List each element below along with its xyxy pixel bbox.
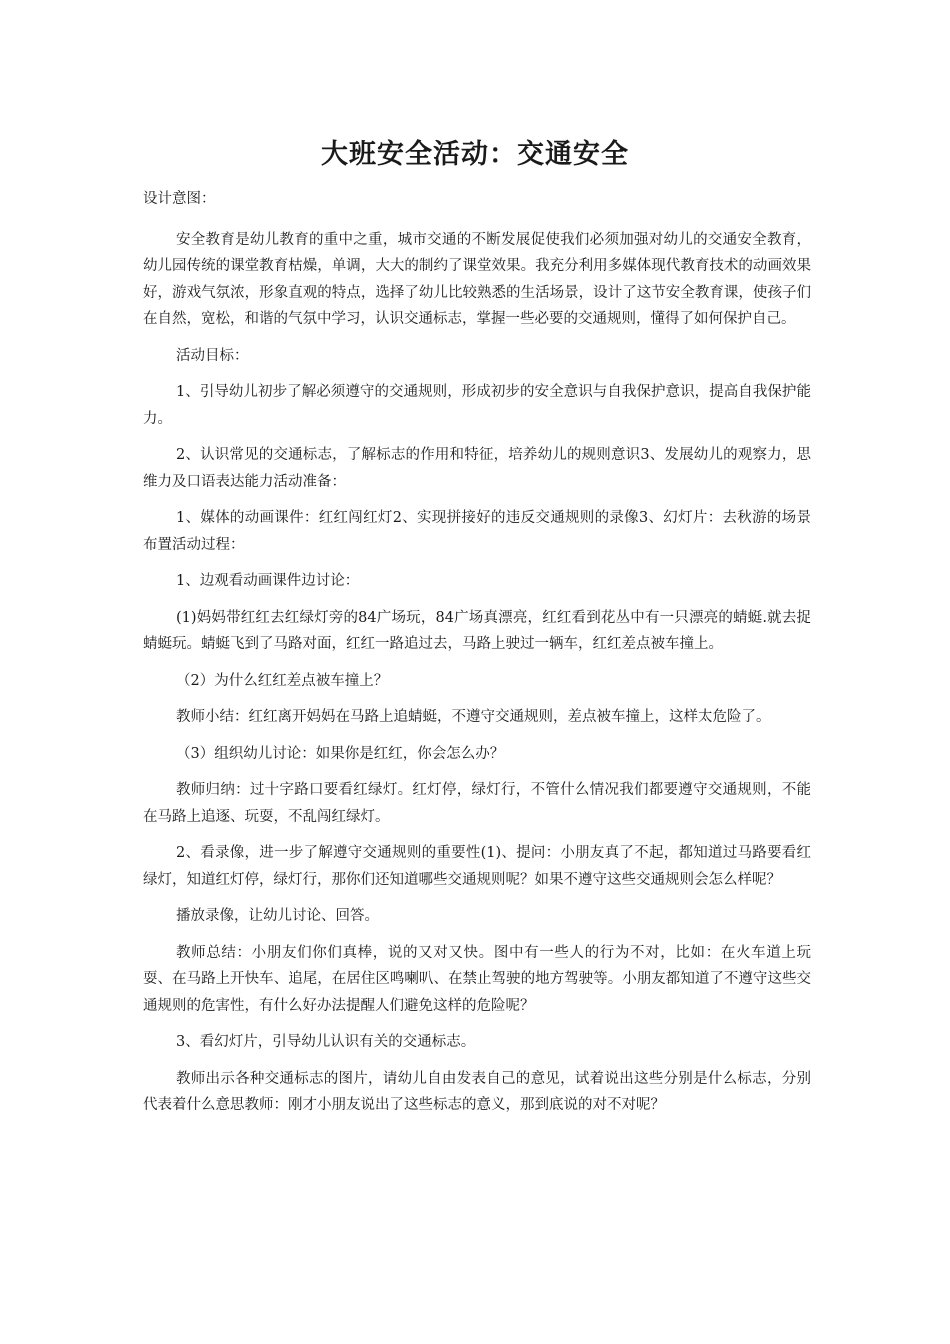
paragraph: 1、边观看动画课件边讨论： [176, 573, 360, 589]
paragraph: 1、媒体的动画课件：红红闯红灯2、实现拼接好的违反交通规则的录像3、幻灯片：去秋游的场景布置活动过程： [143, 510, 811, 553]
paragraph: 播放录像，让幼儿讨论、回答。 [176, 908, 379, 924]
paragraph: （2）为什么红红差点被车撞上？ [176, 672, 389, 689]
paragraph: 2、认识常见的交通标志，了解标志的作用和特征，培养幼儿的规则意识3、发展幼儿的观察力，思维力及口语表达能力活动准备： [143, 447, 811, 490]
paragraph-design-intent-heading: 设计意图： [143, 191, 216, 207]
document-title: 大班安全活动：交通安全 [321, 139, 629, 170]
document-body [143, 186, 811, 1129]
paragraph: 教师小结：红红离开妈妈在马路上追蜻蜓，不遵守交通规则，差点被车撞上，这样太危险了。 [176, 709, 771, 725]
paragraph: （3）组织幼儿讨论：如果你是红红，你会怎么办？ [176, 745, 505, 762]
paragraph: 安全教育是幼儿教育的重中之重，城市交通的不断发展促使我们必须加强对幼儿的交通安全教育，幼儿园传统的课堂教育枯燥，单调，大大的制约了课堂效果。我充分利用多媒体现代教育技术的动画效果好，游戏气氛浓，形象直观的特点，选择了幼儿比较熟悉的生活场景，设计了这节安全教育课，使孩子们在自然，宽松，和谐的气氛中学习，认识交通标志，掌握一些必要的交通规则，懂得了如何保护自己。 [143, 231, 811, 327]
paragraph: 3、看幻灯片，引导幼儿认识有关的交通标志。 [176, 1034, 476, 1050]
paragraph: 2、看录像，进一步了解遵守交通规则的重要性(1)、提问：小朋友真了不起，都知道过马路要看红绿灯，知道红灯停，绿灯行，那你们还知道哪些交通规则呢？如果不遵守这些交通规则会怎么样呢？ [143, 845, 811, 888]
paragraph: 1、引导幼儿初步了解必须遵守的交通规则，形成初步的安全意识与自我保护意识，提高自我保护能力。 [143, 384, 811, 427]
paragraph: 教师总结：小朋友们你们真棒，说的又对又快。图中有一些人的行为不对，比如：在火车道上玩耍、在马路上开快车、追尾，在居住区鸣喇叭、在禁止驾驶的地方驾驶等。小朋友都知道了不遵守这些交通规则的危害性，有什么好办法提醒人们避免这样的危险呢？ [143, 944, 811, 1014]
paragraph: (1)妈妈带红红去红绿灯旁的84广场玩，84广场真漂亮，红红看到花丛中有一只漂亮的蜻蜓.就去捉蜻蜓玩。蜻蜓飞到了马路对面，红红一路追过去，马路上驶过一辆车，红红差点被车撞上。 [143, 609, 811, 652]
paragraph: 教师出示各种交通标志的图片，请幼儿自由发表自己的意见，试着说出这些分别是什么标志，分别代表着什么意思教师：刚才小朋友说出了这些标志的意义，那到底说的对不对呢？ [143, 1070, 811, 1113]
paragraph: 教师归纳：过十字路口要看红绿灯。红灯停，绿灯行，不管什么情况我们都要遵守交通规则，不能在马路上追逐、玩耍，不乱闯红绿灯。 [143, 782, 811, 825]
paragraph-goals-heading: 活动目标： [176, 347, 249, 364]
